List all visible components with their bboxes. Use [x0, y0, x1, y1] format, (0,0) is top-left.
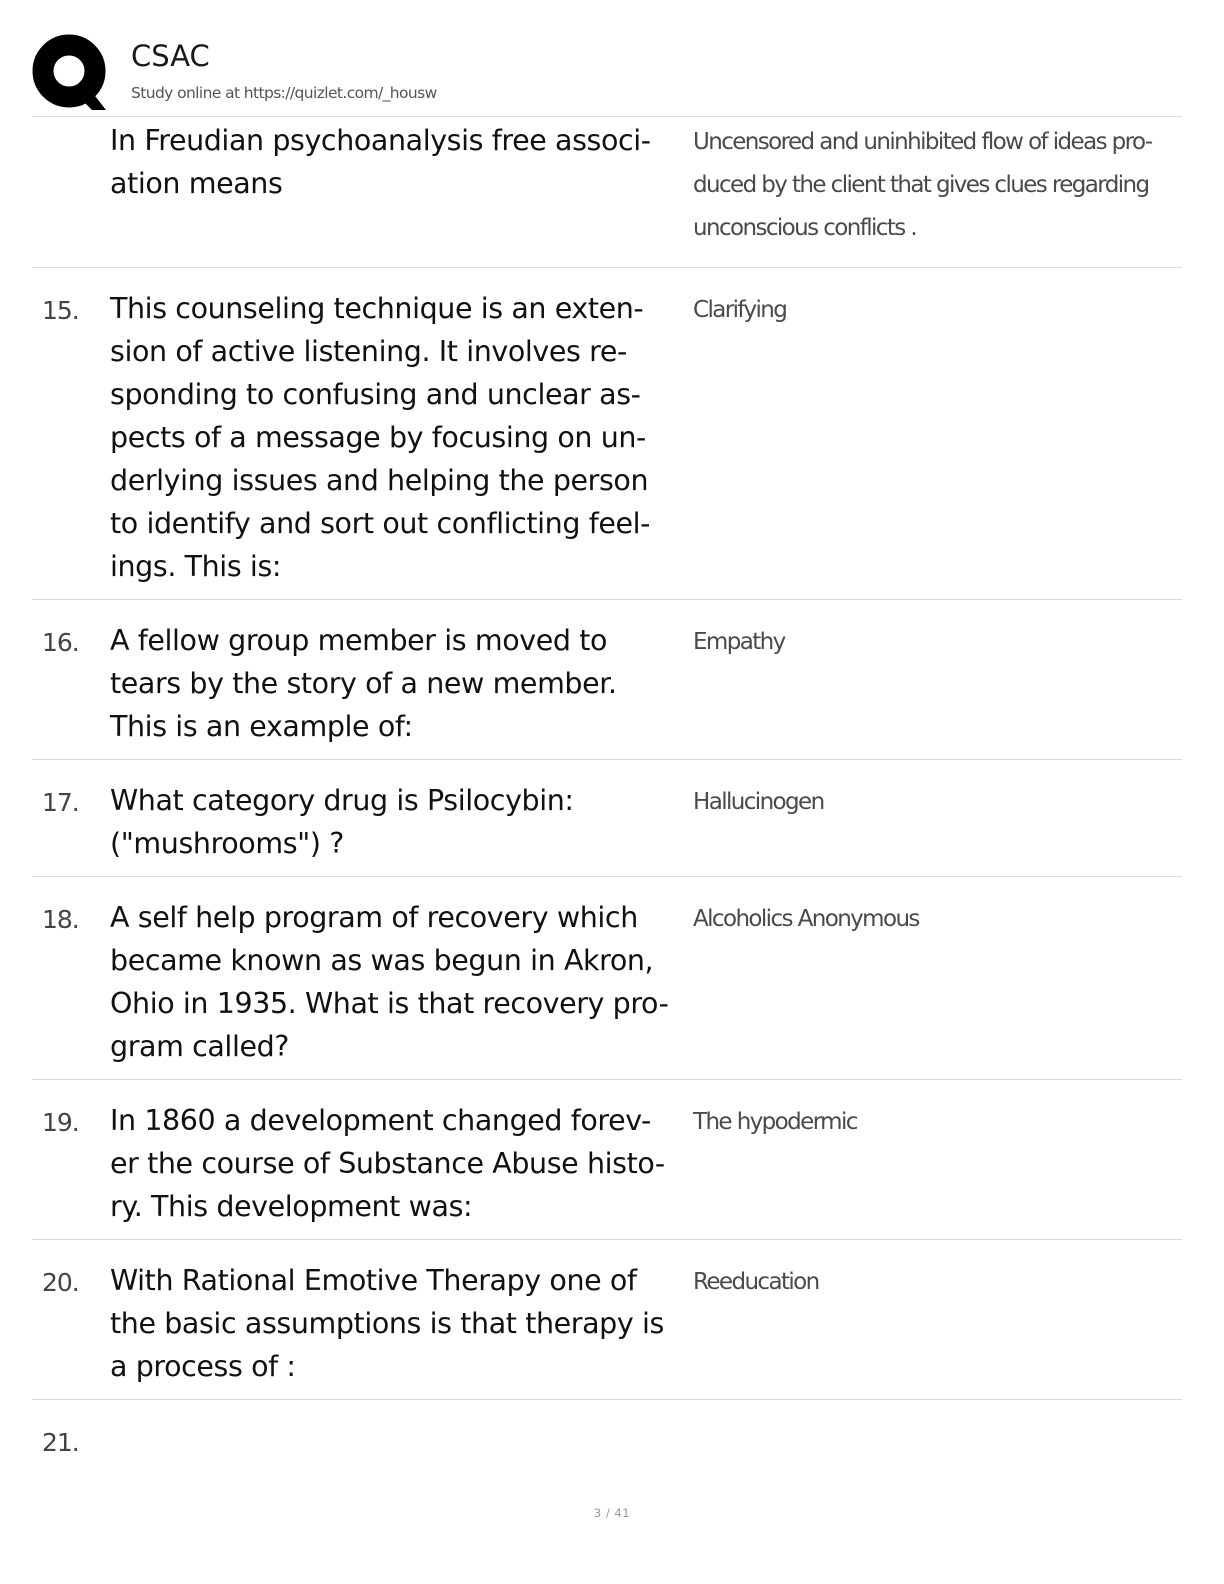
card-number: 21.	[42, 1428, 79, 1457]
card-term: In Freudian psychoanalysis free associ- ation means	[110, 124, 651, 200]
card-term: What category drug is Psilocybin: ("mushrooms") ?	[110, 784, 574, 860]
card-term: This counseling technique is an exten- sion of active listening. It involves re- sponding to confusing and unclear as- pects of a message by focusing on un- derlying issues and helping the person to identify and sort out conflicting feel- ings. This is:	[110, 292, 650, 583]
card-term: A self help program of recovery which became known as was begun in Akron, Ohio in 1935. What is that recovery pro- gram called?	[110, 901, 669, 1063]
card-definition: Alcoholics Anonymous	[693, 906, 919, 932]
flashcard-row	[32, 268, 1182, 600]
card-term: In 1860 a development changed forev- er the course of Substance Abuse histo- ry. This development was:	[110, 1104, 665, 1223]
flashcard-row	[32, 600, 1182, 760]
card-number: 19.	[42, 1108, 79, 1137]
document-header	[32, 34, 632, 112]
card-definition: Empathy	[693, 629, 785, 655]
flashcard-row	[32, 117, 1182, 268]
card-number: 16.	[42, 628, 79, 657]
card-term: With Rational Emotive Therapy one of the basic assumptions is that therapy is a process of :	[110, 1264, 664, 1383]
card-number: 20.	[42, 1268, 79, 1297]
study-online-link[interactable]: Study online at https://quizlet.com/_housw	[131, 84, 437, 102]
flashcard-row	[32, 1080, 1182, 1240]
quizlet-logo-icon	[32, 34, 112, 112]
card-number: 17.	[42, 788, 79, 817]
flashcard-row	[32, 760, 1182, 877]
card-definition: Reeducation	[693, 1269, 819, 1295]
card-term: A fellow group member is moved to tears by the story of a new member. This is an example of:	[110, 624, 617, 743]
flashcard-list	[32, 116, 1182, 1480]
card-definition: Clarifying	[693, 297, 787, 323]
card-definition: Hallucinogen	[693, 789, 824, 815]
card-definition: Uncensored and uninhibited flow of ideas pro- duced by the client that gives clues regarding unconscious conflicts .	[693, 129, 1152, 241]
deck-title: CSAC	[131, 39, 210, 73]
card-number: 15.	[42, 296, 79, 325]
flashcard-row	[32, 877, 1182, 1080]
flashcard-row	[32, 1240, 1182, 1400]
card-number: 18.	[42, 905, 79, 934]
card-definition: The hypodermic	[693, 1109, 857, 1135]
page-number: 3 / 41	[593, 1506, 631, 1520]
flashcard-row	[32, 1400, 1182, 1480]
